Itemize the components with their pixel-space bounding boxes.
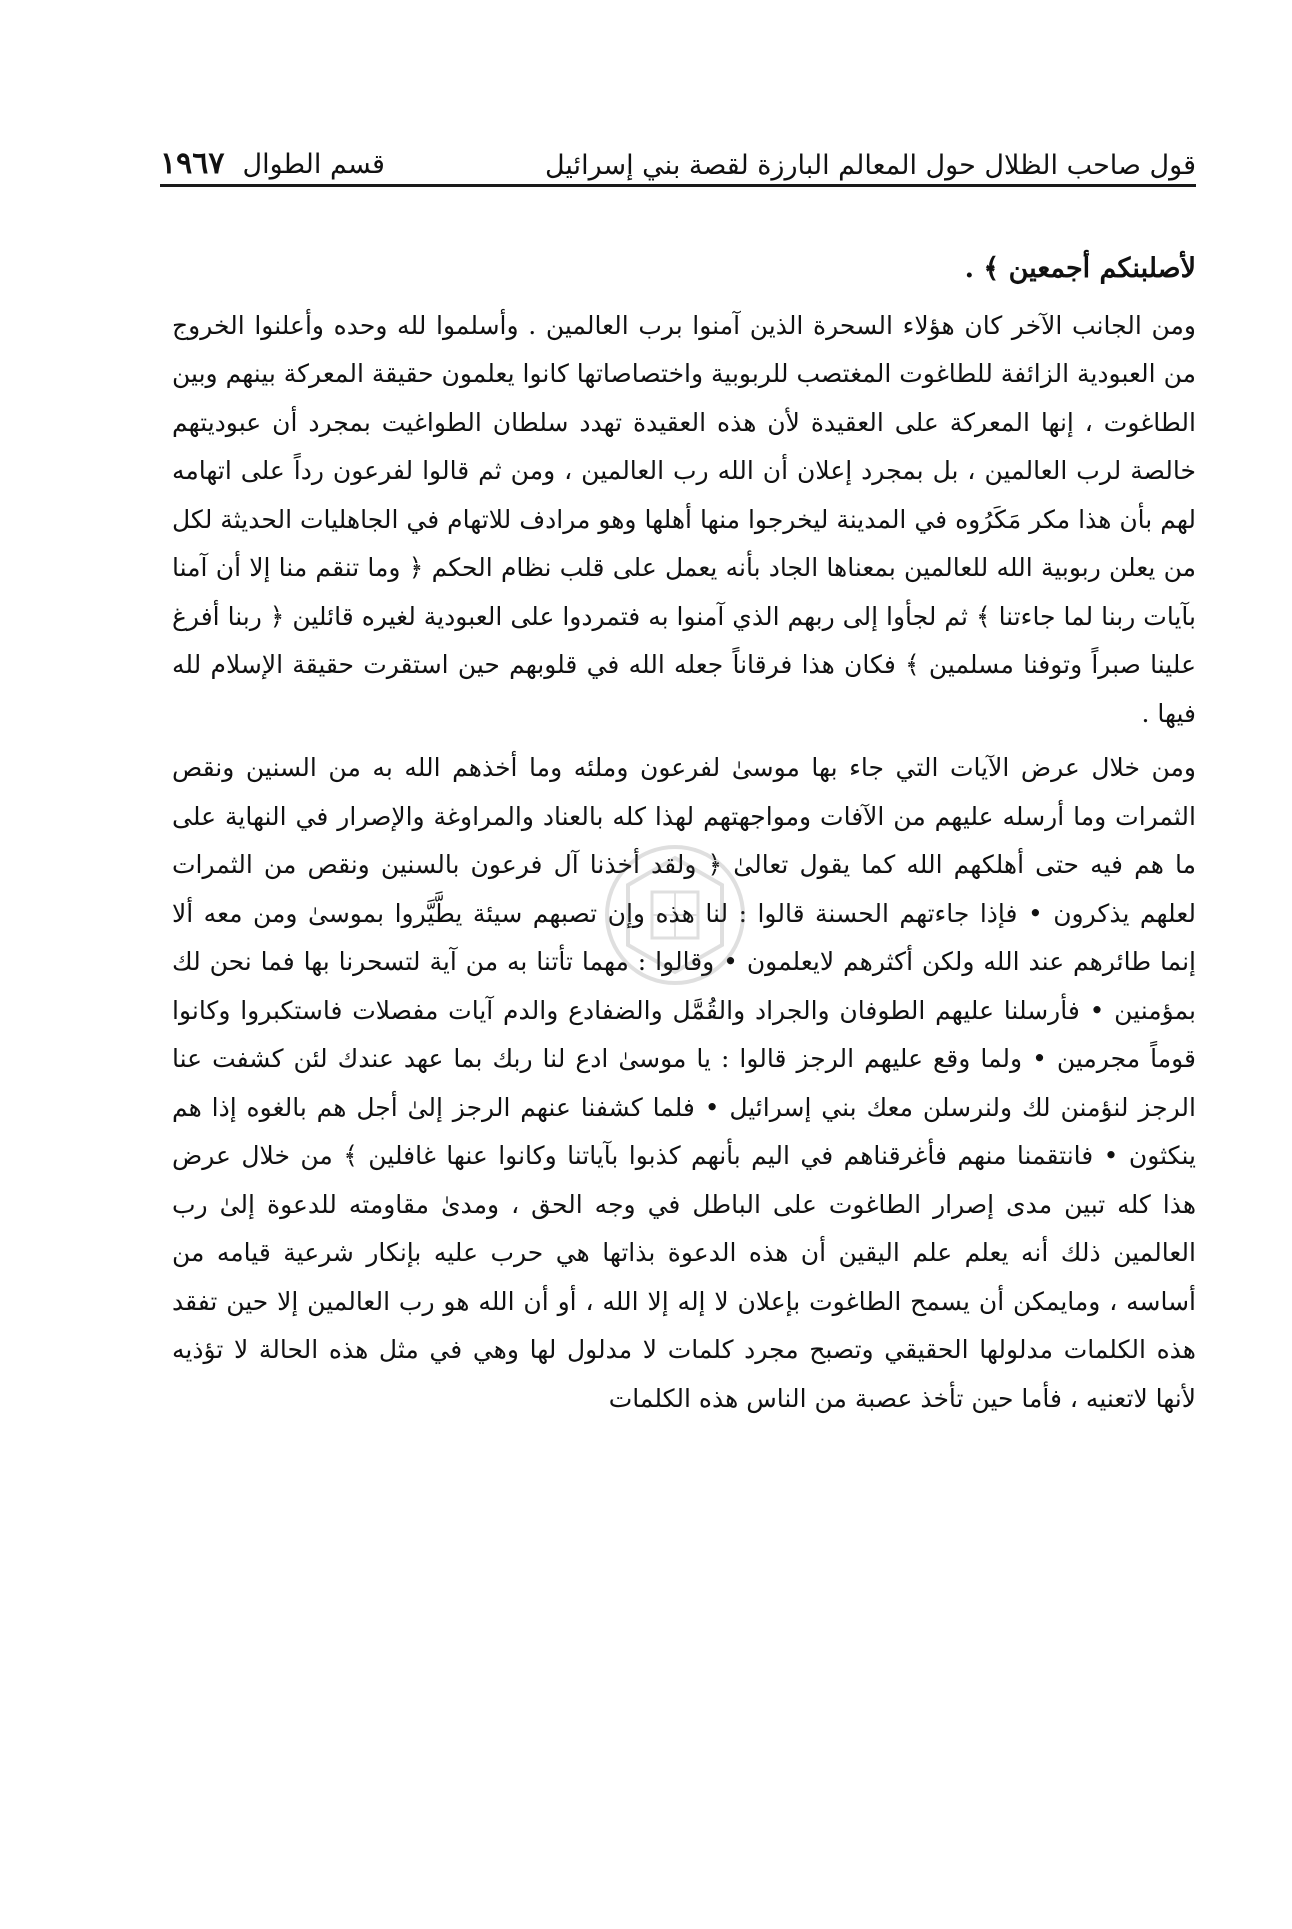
paragraph-sorcerers: ومن الجانب الآخر كان هؤلاء السحرة الذين آمنوا برب العالمين . وأسلموا لله وحده وأعلنوا الخروج من العبودية الزائفة للطاغوت المغتصب للربوبية واختصاصاتها كانوا يعلمون حقيقة المعركة بينهم وبين الطاغوت ، إنها المعركة على العقيدة لأن هذه العقيدة تهدد سلطان الطواغيت بمجرد أن عبوديتهم خالصة لرب العالمين ، بل بمجرد إعلان أن الله رب العالمين ، ومن ثم قالوا لفرعون رداً على اتهامه لهم بأن هذا مكر مَكَرُوه في المدينة ليخرجوا منها أهلها وهو مرادف للاتهام في الجاهليات الحديثة لكل من يعلن ربوبية الله للعالمين بمعناها الجاد بأنه يعمل على قلب نظام الحكم ﴿ وما تنقم منا إلا أن آمنا بآيات ربنا لما جاءتنا ﴾ ثم لجأوا إلى ربهم الذي آمنوا به فتمردوا على العبودية لغيره قائلين ﴿ ربنا أفرغ علينا صبراً وتوفنا مسلمين ﴾ فكان هذا فرقاناً جعله الله في قلوبهم حين استقرت حقيقة الإسلام لله فيها . [172,310,1196,728]
page-header [160,122,1196,182]
paragraph-signs: ومن خلال عرض الآيات التي جاء بها موسىٰ لفرعون وملئه وما أخذهم الله به من السنين ونقص الثمرات وما أرسله عليهم من الآفات ومواجهتهم لهذا كله بالعناد والمراوغة والإصرار في النهاية على ما هم فيه حتى أهلكهم الله كما يقول تعالىٰ ﴿ ولقد أخذنا آل فرعون بالسنين ونقص من الثمرات لعلهم يذكرون • فإذا جاءتهم الحسنة قالوا : لنا هذه وإن تصبهم سيئة يطَّيَّروا بموسىٰ ومن معه ألا إنما طائرهم عند الله ولكن أكثرهم لايعلمون • وقالوا : مهما تأتنا به من آية لتسحرنا بها فما نحن لك بمؤمنين • فأرسلنا عليهم الطوفان والجراد والقُمَّل والضفادع والدم آيات مفصلات فاستكبروا وكانوا قوماً مجرمين • ولما وقع عليهم الرجز قالوا : يا موسىٰ ادع لنا ربك بما عهد عندك لئن كشفت عنا الرجز لنؤمنن لك ولنرسلن معك بني إسرائيل • فلما كشفنا عنهم الرجز إلىٰ أجل هم بالغوه إذا هم ينكثون • فانتقمنا منهم فأغرقناهم في اليم بأنهم كذبوا بآياتنا وكانوا عنها غافلين ﴾ من خلال عرض هذا كله تبين مدى إصرار الطاغوت على الباطل في وجه الحق ، ومدىٰ مقاومته للدعوة إلىٰ رب العالمين ذلك أنه يعلم علم اليقين أن هذه الدعوة بذاتها هي حرب عليه بإنكار شرعية قيامه من أساسه ، ومايمكن أن يسمح الطاغوت بإعلان لا إله إلا الله ، أو أن الله هو رب العالمين إلا حين تفقد هذه الكلمات مدلولها الحقيقي وتصبح مجرد كلمات لا مدلول لها وهي في مثل هذه الحالة لا تؤذيه لأنها لاتعنيه ، فأما حين تأخذ عصبة من الناس هذه الكلمات [172,753,1196,1413]
page-number: ١٩٦٧ [160,146,225,181]
section-label: قسم الطوال [242,149,385,180]
running-title: قول صاحب الظلال حول المعالم البارزة لقصة بني إسرائيل [544,149,1196,181]
header-section-group [160,146,385,182]
paragraph-continuation: لأصلبنكم أجمعين ﴾ . [964,253,1196,284]
header-divider [160,184,1196,187]
body-text [172,245,1196,1429]
